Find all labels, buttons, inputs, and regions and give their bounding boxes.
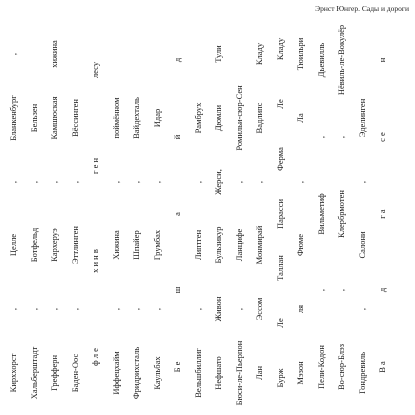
place-name: ,: [8, 308, 18, 311]
place-name: ,: [131, 308, 141, 311]
place-name: ,: [315, 289, 326, 292]
place-name: ,: [28, 180, 39, 183]
place-name: Во-сюр-Блэз: [336, 343, 346, 390]
place-column: [172, 0, 186, 415]
place-name: Таллан: [274, 255, 285, 282]
place-name: Вельшбиллиг: [192, 348, 203, 398]
place-name: й: [172, 134, 182, 140]
place-name: Клербрмотен: [336, 189, 346, 238]
place-column: [295, 0, 309, 415]
place-name: Каульбах: [151, 356, 162, 390]
place-name: Парасси: [274, 198, 285, 229]
place-name: ф л е: [90, 348, 100, 367]
place-name: Бельзен: [28, 103, 39, 132]
place-name: ,: [336, 289, 346, 292]
place-name: ,: [151, 180, 162, 183]
place-name: Ботфельд: [28, 228, 39, 263]
place-name: Фюме: [295, 234, 305, 257]
place-column: [90, 0, 104, 415]
place-column: [377, 0, 391, 415]
place-name: Идар: [151, 108, 162, 127]
place-name: Баден-Оос: [69, 353, 80, 393]
place-name: д: [377, 287, 387, 293]
place-name: Эттлинген: [69, 226, 80, 265]
place-name: ,: [151, 308, 162, 311]
place-name: Ле: [274, 318, 285, 328]
place-name: В а: [377, 360, 387, 373]
place-column: [8, 0, 22, 415]
place-name: ,: [49, 308, 59, 311]
place-name: Кархеруэ: [49, 228, 59, 263]
place-name: Лан: [254, 366, 264, 381]
place-name: Вадлипс: [254, 102, 264, 134]
place-name: ,: [131, 180, 141, 183]
place-name: Бурж: [274, 368, 285, 388]
place-name: Нёвиль-ле-Вокулёр: [336, 25, 346, 96]
place-name: Бюси-ле-Пьерпон: [233, 340, 244, 406]
place-name: ,: [315, 135, 326, 138]
place-column: [336, 0, 350, 415]
place-name: Пели-Кодон: [315, 344, 326, 389]
place-name: ,: [192, 180, 203, 183]
place-name: Ферма: [274, 146, 285, 171]
place-name: ,: [110, 308, 121, 311]
place-name: Кладу: [274, 38, 285, 61]
place-name: Ле: [274, 99, 285, 109]
place-name: Эделинген: [356, 98, 367, 138]
place-name: Дьевилль: [315, 43, 326, 78]
place-name: Ланцифе: [233, 229, 244, 262]
place-name: Бланкенбург: [8, 94, 18, 141]
place-name: н: [377, 58, 387, 63]
running-head: Эрнст Юнгер. Сады и дороги: [315, 4, 409, 13]
place-name: ,: [336, 135, 346, 138]
place-column: [70, 0, 84, 415]
place-name: ,: [295, 180, 305, 183]
place-name: Кирххорст: [8, 353, 18, 393]
place-name: Мэзон: [295, 361, 305, 385]
place-name: Вёссинген: [69, 98, 80, 137]
place-column: [213, 0, 227, 415]
place-name: Липтген: [192, 230, 203, 261]
place-name: ,: [28, 308, 39, 311]
place-name: ,: [233, 180, 244, 183]
place-name: Салони: [356, 231, 367, 259]
place-name: Хальберштадт: [28, 346, 39, 400]
place-name: Тюильри: [295, 37, 305, 71]
place-name: Жерси,: [213, 168, 223, 195]
place-name: ,: [49, 180, 59, 183]
place-name: Шпайер: [131, 230, 141, 261]
place-column: [111, 0, 125, 415]
place-name: а: [172, 211, 182, 216]
place-name: Камшюская: [49, 96, 59, 140]
place-column: [49, 0, 63, 415]
place-name: ,: [254, 180, 264, 183]
place-name: д: [172, 58, 182, 63]
place-name: Монмирай: [254, 226, 264, 265]
place-column: [131, 0, 145, 415]
place-name: ,: [8, 180, 18, 183]
place-name: Грумбах: [151, 230, 162, 261]
place-name: Дюмли: [213, 104, 223, 131]
place-name: Живон: [213, 296, 223, 322]
place-name: г а: [377, 208, 387, 219]
place-column: [275, 0, 289, 415]
place-name: Кладу: [254, 42, 264, 66]
place-column: [152, 0, 166, 415]
place-name: Гондревиль: [356, 352, 367, 395]
place-name: ,: [69, 180, 80, 183]
place-name: Ромильи-сюр-Сен: [233, 85, 244, 151]
place-column: [193, 0, 207, 415]
place-column: [316, 0, 330, 415]
place-name: Тули: [213, 45, 223, 63]
place-name: г е н: [90, 157, 100, 174]
place-column: [234, 0, 248, 415]
place-name: ш: [172, 286, 182, 294]
place-name: Грефферн: [49, 355, 59, 392]
place-name: х и н в: [90, 249, 100, 274]
place-name: ля: [295, 305, 305, 314]
place-name: ,: [356, 308, 367, 311]
place-name: хижина: [49, 40, 59, 68]
place-name: Вайдехталь: [131, 96, 141, 139]
place-name: Ла: [295, 112, 305, 123]
place-name: лесу: [90, 61, 100, 78]
place-name: Рамбрух: [192, 102, 203, 134]
place-name: ,: [69, 308, 80, 311]
place-name: Нефшато: [213, 356, 223, 390]
place-name: с е: [377, 132, 387, 142]
place-column: [254, 0, 268, 415]
place-name: ,: [8, 52, 18, 55]
place-name: Б е: [172, 361, 182, 373]
place-name: поймённом: [110, 97, 121, 139]
place-name: Фридрихсталь: [131, 346, 141, 400]
place-name: Эссом: [254, 297, 264, 321]
place-name: ,: [192, 308, 203, 311]
place-name: ,: [110, 180, 121, 183]
place-column: [357, 0, 371, 415]
place-column: [29, 0, 43, 415]
place-name: Бульзикур: [213, 226, 223, 264]
place-name: Целле: [8, 234, 18, 257]
place-name: Хижина: [110, 230, 121, 261]
place-name: Вильметиф: [315, 192, 326, 235]
place-name: ,: [356, 180, 367, 183]
place-name: Иффецхайм: [110, 351, 121, 395]
place-name: ,: [233, 308, 244, 311]
